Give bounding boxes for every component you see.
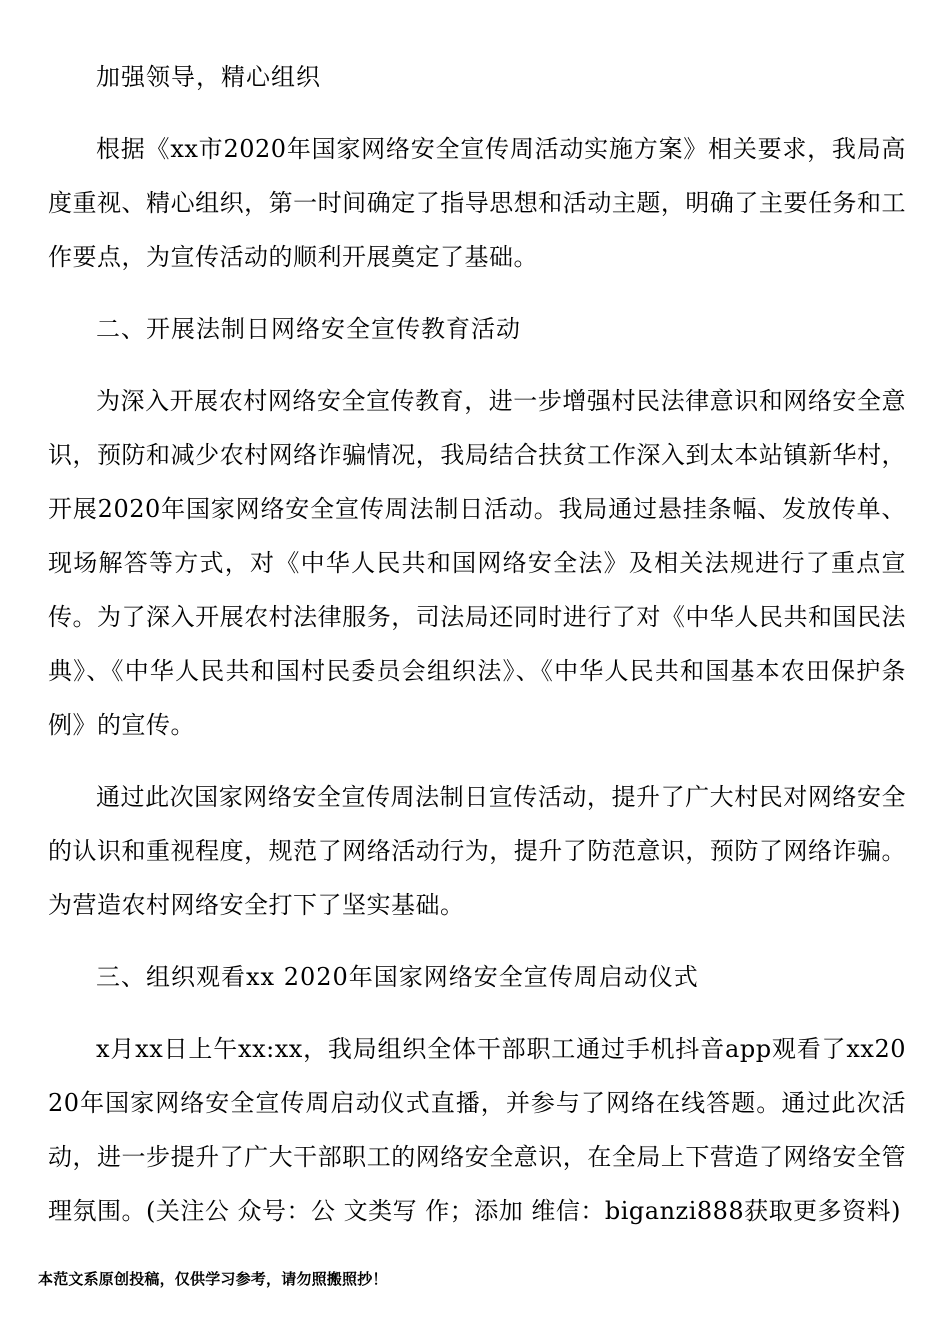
paragraph-2: 为深入开展农村网络安全宣传教育，进一步增强村民法律意识和网络安全意识，预防和减少农村网络诈骗情况，我局结合扶贫工作深入到太本站镇新华村，开展2020年国家网络安全宣传周法制日活动。我局通过悬挂条幅、发放传单、现场解答等方式，对《中华人民共和国网络安全法》及相关法规进行了重点宣传。为了深入开展农村法律服务，司法局还同时进行了对《中华人民共和国民法典》、《中华人民共和国村民委员会组织法》、《中华人民共和国基本农田保护条例》的宣传。 [48,387,906,739]
section-heading-1: 加强领导，精心组织 [96,63,321,91]
section-heading-3: 三、组织观看xx 2020年国家网络安全宣传周启动仪式 [96,963,699,991]
section-heading-2: 二、开展法制日网络安全宣传教育活动 [96,315,521,343]
paragraph-1: 根据《xx市2020年国家网络安全宣传周活动实施方案》相关要求，我局高度重视、精心组织，第一时间确定了指导思想和活动主题，明确了主要任务和工作要点，为宣传活动的顺利开展奠定了基础。 [48,135,906,271]
paragraph-3: 通过此次国家网络安全宣传周法制日宣传活动，提升了广大村民对网络安全的认识和重视程度，规范了网络活动行为，提升了防范意识，预防了网络诈骗。为营造农村网络安全打下了坚实基础。 [48,783,906,919]
paragraph-4: x月xx日上午xx:xx，我局组织全体干部职工通过手机抖音app观看了xx2020年国家网络安全宣传周启动仪式直播，并参与了网络在线答题。通过此次活动，进一步提升了广大干部职工的网络安全意识，在全局上下营造了网络安全管理氛围。(关注公 众号：公 文类写 作；添加 维信：biganzi888获取更多资料) [48,1035,906,1225]
footer-note: 本范文系原创投稿，仅供学习参考，请勿照搬照抄！ [38,1270,388,1288]
